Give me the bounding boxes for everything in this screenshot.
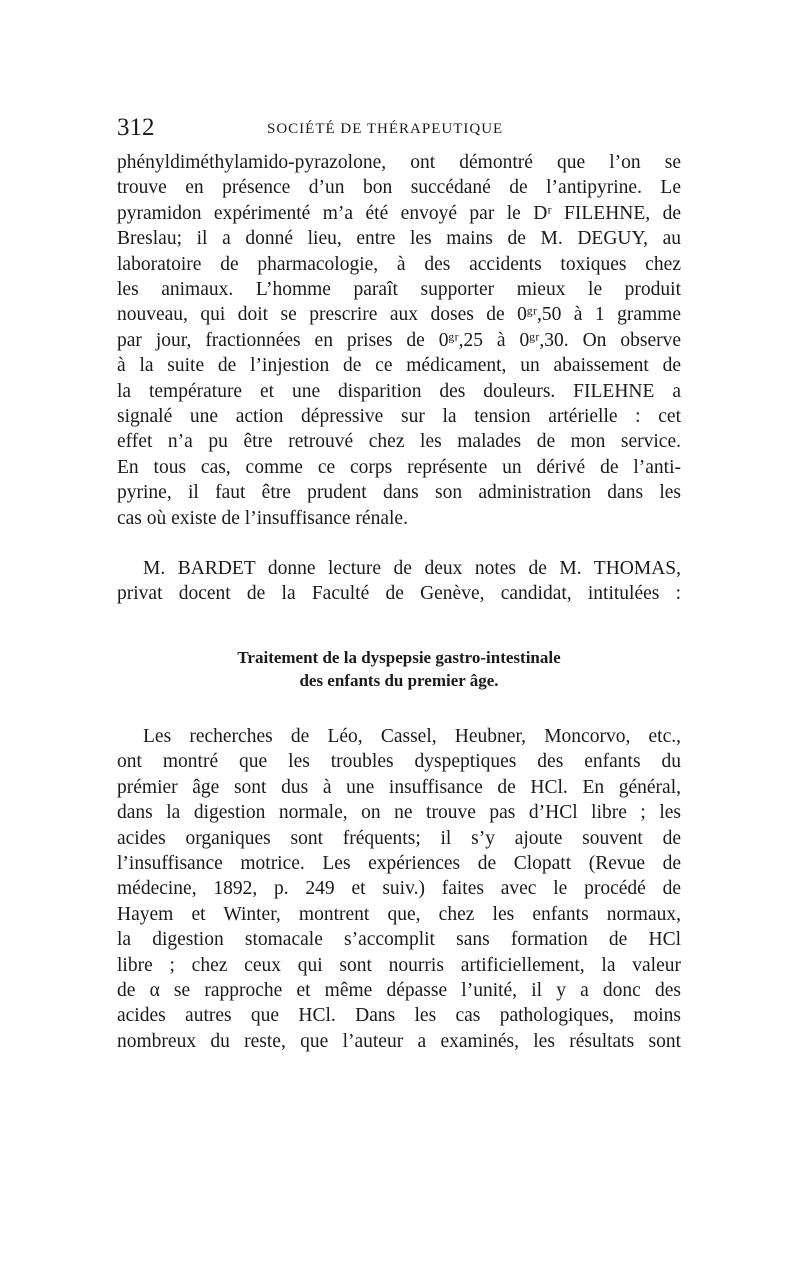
text-line: M. BARDET donne lecture de deux notes de M. THOMAS, bbox=[143, 558, 681, 579]
text-line: laboratoire de pharmacologie, à des accidents toxiques chez bbox=[117, 253, 681, 275]
text-line: acides organiques sont fréquents; il s’y ajoute souvent de bbox=[117, 827, 681, 849]
text-line: médecine, 1892, p. 249 et suiv.) faites avec le procédé de bbox=[117, 878, 681, 900]
text-line: trouve en présence d’un bon succédané de l’antipyrine. Le bbox=[117, 177, 681, 199]
section-title-line: des enfants du premier âge. bbox=[299, 671, 499, 690]
text-line: par jour, fractionnées en prises de 0ᵍʳ,25 à 0ᵍʳ,30. On observe bbox=[117, 329, 681, 351]
text-line: la température et une disparition des douleurs. FILEHNE a bbox=[117, 380, 681, 402]
text-line: à la suite de l’injestion de ce médicament, un abaissement de bbox=[117, 355, 681, 377]
text-line: nouveau, qui doit se prescrire aux doses de 0ᵍʳ,50 à 1 gramme bbox=[117, 304, 681, 326]
text-line: privat docent de la Faculté de Genève, candidat, intitulées : bbox=[117, 583, 681, 605]
text-line: effet n’a pu être retrouvé chez les malades de mon service. bbox=[117, 431, 681, 453]
text-line: Hayem et Winter, montrent que, chez les enfants normaux, bbox=[117, 903, 681, 925]
text-line: Breslau; il a donné lieu, entre les mains de M. DEGUY, au bbox=[117, 228, 681, 250]
text-line: pyrine, il faut être prudent dans son administration dans les bbox=[117, 482, 681, 504]
section-title bbox=[117, 646, 681, 692]
text-line: nombreux du reste, que l’auteur a examinés, les résultats sont bbox=[117, 1030, 681, 1052]
running-title: SOCIÉTÉ DE THÉRAPEUTIQUE bbox=[267, 121, 504, 137]
text-line: pyramidon expérimenté m’a été envoyé par le Dʳ FILEHNE, de bbox=[117, 202, 681, 224]
text-line: libre ; chez ceux qui sont nourris artificiellement, la valeur bbox=[117, 954, 681, 976]
paragraph-recherches bbox=[117, 724, 681, 1054]
text-line: de α se rapproche et même dépasse l’unité, il y a donc des bbox=[117, 980, 681, 1002]
text-line: prémier âge sont dus à une insuffisance de HCl. En général, bbox=[117, 776, 681, 798]
text-line: dans la digestion normale, on ne trouve pas d’HCl libre ; les bbox=[117, 802, 681, 824]
paragraph-bardet bbox=[117, 556, 681, 607]
text-line: ont montré que les troubles dyspeptiques des enfants du bbox=[117, 751, 681, 773]
text-line: l’insuffisance motrice. Les expériences de Clopatt (Revue de bbox=[117, 853, 681, 875]
text-line: les animaux. L’homme paraît supporter mieux le produit bbox=[117, 279, 681, 301]
running-head bbox=[117, 113, 681, 143]
text-line: signalé une action dépressive sur la tension artérielle : cet bbox=[117, 406, 681, 428]
text-line: acides autres que HCl. Dans les cas pathologiques, moins bbox=[117, 1005, 681, 1027]
section-title-line: Traitement de la dyspepsie gastro-intestinale bbox=[237, 648, 561, 667]
text-line: Les recherches de Léo, Cassel, Heubner, Moncorvo, etc., bbox=[143, 726, 681, 747]
text-line: phényldiméthylamido-pyrazolone, ont démontré que l’on se bbox=[117, 152, 681, 173]
text-line: cas où existe de l’insuffisance rénale. bbox=[117, 507, 408, 529]
text-line: la digestion stomacale s’accomplit sans formation de HCl bbox=[117, 929, 681, 951]
paragraph-pyramidon bbox=[117, 150, 681, 531]
page-number: 312 bbox=[117, 114, 155, 141]
text-line: En tous cas, comme ce corps représente un dérivé de l’anti- bbox=[117, 456, 681, 478]
